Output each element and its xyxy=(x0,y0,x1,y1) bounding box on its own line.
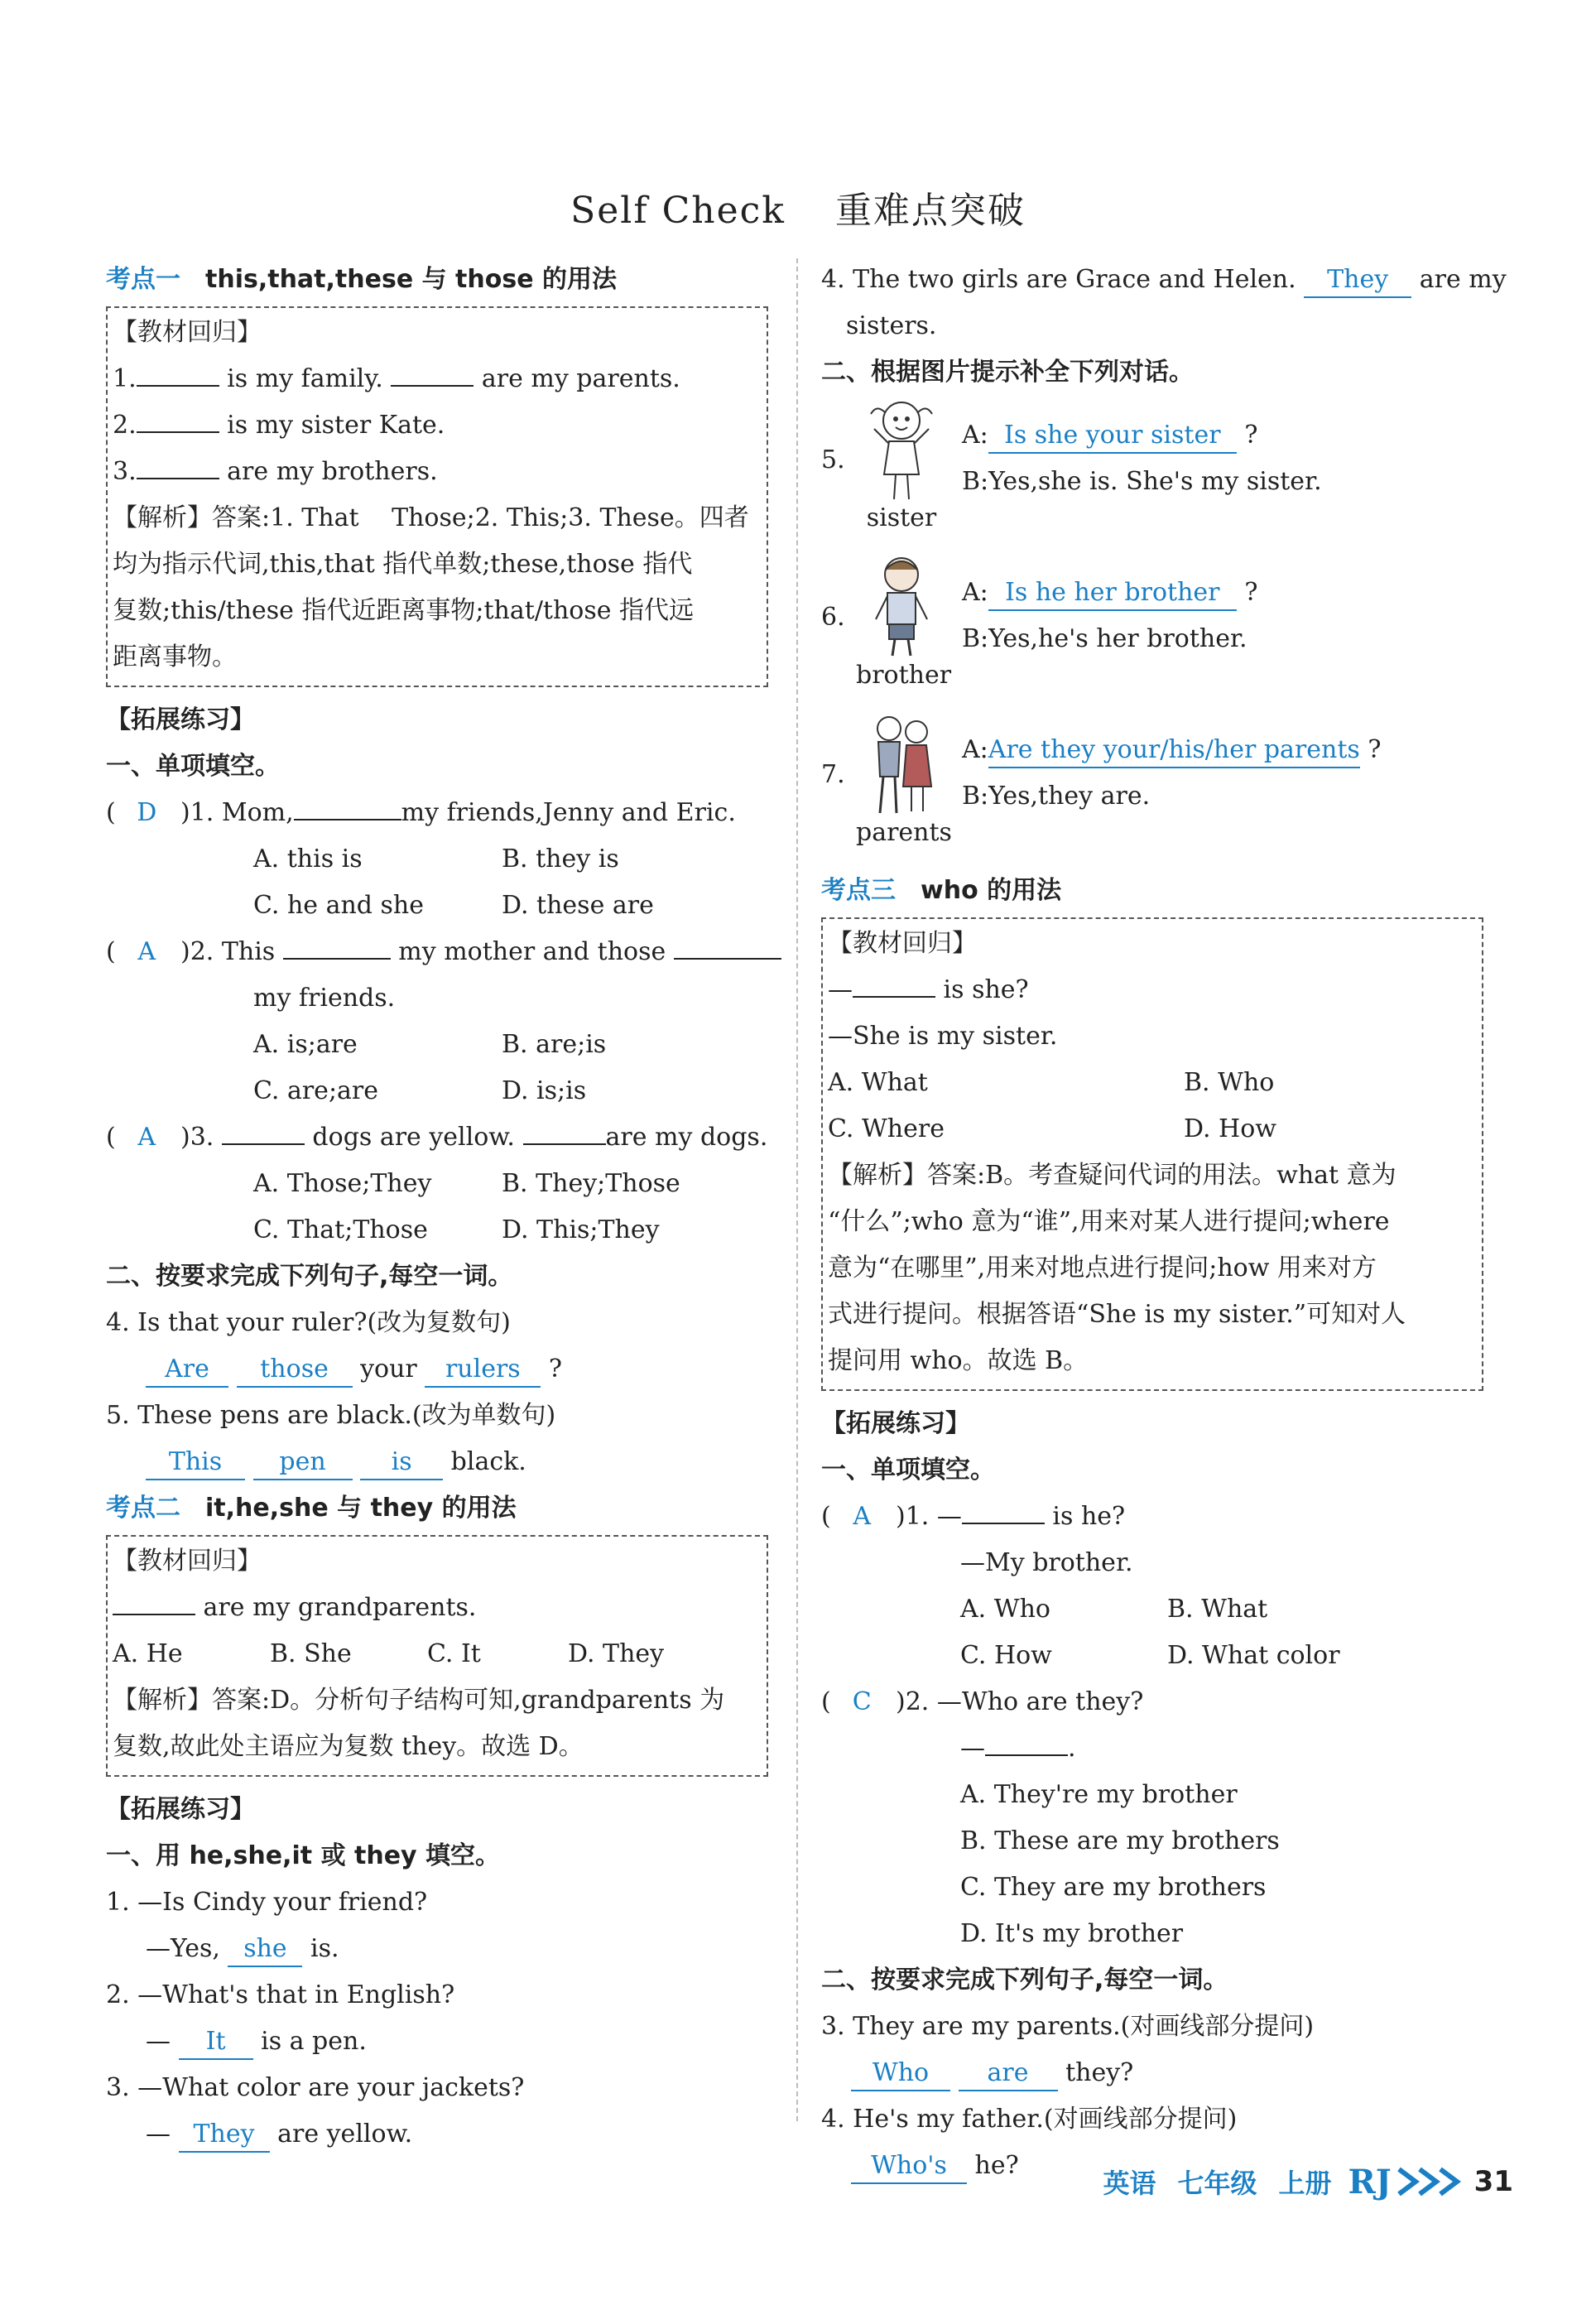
mc-question-2: ( A )2. This my mother and those xyxy=(106,929,768,975)
textbook-review-box-1: 【教材回归】 1. is my family. are my parents. 2. is my sister Kate. 3. are my brothers. 【解析】答案:1. That Those;2. This;3. These。四者 均为指示代词,this,that 指代单数;these,those 指代 复数;this/these 指代近距离事物;that/those 指代远 距离事物。 xyxy=(106,306,768,687)
key-point-3: 考点三 who 的用法 xyxy=(821,876,1062,905)
dialogue-7: 7. parents A:Are they your/his/her parents ? B:Yes,they are. xyxy=(821,710,1483,868)
review-q2: 2. is my sister Kate. xyxy=(113,402,762,449)
page-number: 31 xyxy=(1473,2165,1513,2198)
boy-icon xyxy=(864,553,939,661)
dialogue-5: 5. sister A: Is she your sister ? B:Yes,she is. She's my sister. xyxy=(821,396,1483,553)
mc-question-r2: ( C )2. —Who are they? xyxy=(821,1687,1144,1716)
mc-question-1: ( D )1. Mom, my friends,Jenny and Eric. xyxy=(106,790,768,836)
sister-picture: sister xyxy=(856,396,947,532)
mc-question-r1: ( A )1. — is he? xyxy=(821,1494,1483,1540)
textbook-review-box-3: 【教材回归】 — is she? —She is my sister. A. What B. Who C. Where D. How 【解析】答案:B。考查疑问代词的用法。what 意为 “什么”;who 意为“谁”,用来对某人进行提问;where 意为“在哪里”,用来对地点进行提问;how 用来对方 式进行提问。根据答语“She is my sister.”可知对人 提问用 who。故选 B。 xyxy=(821,917,1483,1391)
right-column: 4. The two girls are Grace and Helen. They are my sisters. 二、根据图片提示补全下列对话。 5. sister A: Is she your sister ? B:Yes,she is. She's my sister. 6. brother A: Is he her brother ? B:Yes,he's her brother. 7. parents A:Are they your/his/her parents ? B:Yes,they are. 考点三 who 的用法 【教材回归】 — is she? —She is my sister. A. What B. Who C. Where D. How 【解析】答案:B。考查疑问代词的用法。what 意为 “什么”;who 意为“谁”,用来对某人进行提问;where 意为“在哪里”,用来对地点进行提问;how 用来对方 式进行提问。根据答语“She is my sister.”可知对人 提问用 who。故选 B。 【拓展练习】 一、单项填空。 ( A )1. — is he? —My brother. A. Who B. What C. How D. What color ( C )2. —Who are they? — . A. They're my brother B. These are my brothers C. They are my brothers D. It's my brother 二、按要求完成下列句子,每空一词。 3. They are my parents.(对画线部分提问) Who are they? 4. He's my father.(对画线部分提问) Who's he? xyxy=(821,257,1483,2189)
review-q3: 3. are my brothers. xyxy=(113,449,762,495)
page-footer: 英语 七年级 上册 RJ 31 xyxy=(1103,2162,1513,2202)
answer-q5: This pen is black. xyxy=(106,1439,768,1485)
dialogue-6: 6. brother A: Is he her brother ? B:Yes,he's her brother. xyxy=(821,553,1483,710)
key-point-1: 考点一 this,that,these 与 those 的用法 xyxy=(106,265,618,294)
key-point-2: 考点二 it,he,she 与 they 的用法 xyxy=(106,1494,517,1523)
chevrons-icon xyxy=(1395,2165,1469,2198)
mc-question-3: ( A )3. dogs are yellow. are my dogs. xyxy=(106,1114,768,1161)
review-q1: 1. is my family. are my parents. xyxy=(113,356,762,402)
answer-q4: Are those your rulers ? xyxy=(106,1346,768,1393)
parents-picture: parents xyxy=(856,710,947,847)
page-title: Self Check 重难点突破 xyxy=(570,190,1026,232)
couple-icon xyxy=(860,710,943,818)
girl-icon xyxy=(864,396,939,503)
column-divider xyxy=(796,258,798,2121)
textbook-review-box-2: 【教材回归】 are my grandparents. A. He B. She C. It D. They 【解析】答案:D。分析句子结构可知,grandparents 为 复数,故此处主语应为复数 they。故选 D。 xyxy=(106,1535,768,1777)
brother-picture: brother xyxy=(856,553,947,690)
left-column: 考点一 this,that,these 与 those 的用法 【教材回归】 1. is my family. are my parents. 2. is my sister Kate. 3. are my brothers. 【解析】答案:1. That Those;2. This;3. These。四者 均为指示代词,this,that 指代单数;these,those 指代 复数;this/these 指代近距离事物;that/those 指代远 距离事物。 【拓展练习】 一、单项填空。 ( D )1. Mom, my friends,Jenny and Eric. A. this is B. they is C. he and she D. these are ( A )2. This my mother and those my friends. A. is;are B. are;is C. are;are D. is;is ( A )3. dogs are yellow. are my dogs. A. Those;They B. They;Those C. That;Those D. This;They 二、按要求完成下列句子,每空一词。 4. Is that your ruler?(改为复数句) Are those your rulers ? 5. These pens are black.(改为单数句) This pen is black. 考点二 it,he,she 与 they 的用法 【教材回归】 are my grandparents. A. He B. She C. It D. They 【解析】答案:D。分析句子结构可知,grandparents 为 复数,故此处主语应为复数 they。故选 D。 【拓展练习】 一、用 he,she,it 或 they 填空。 1. —Is Cindy your friend? —Yes, she is. 2. —What's that in English? — It is a pen. 3. —What color are your jackets? — They are yellow. xyxy=(106,257,768,2158)
